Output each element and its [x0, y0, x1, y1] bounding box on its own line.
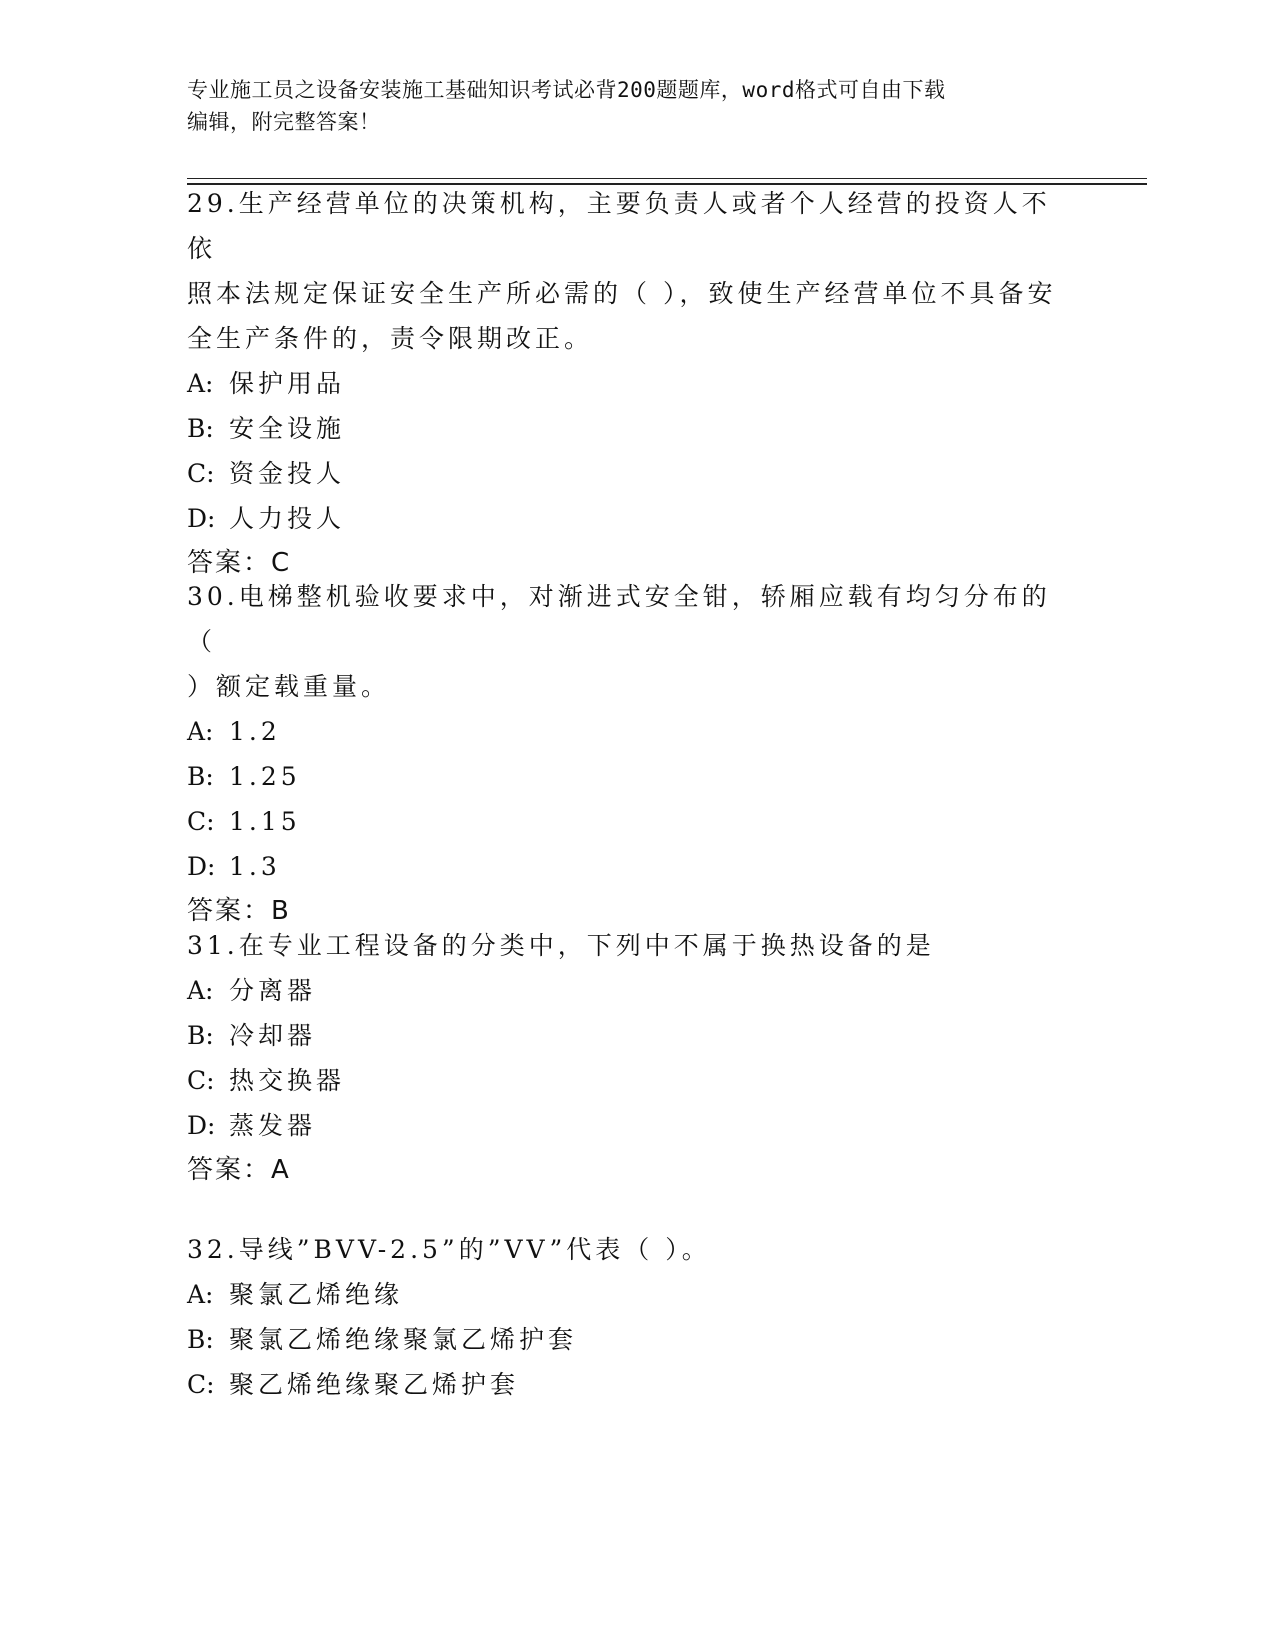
- question-30: [187, 574, 1067, 934]
- option-text: 1.25: [229, 762, 301, 791]
- question-29: [187, 181, 1067, 586]
- option-d: [187, 1103, 1067, 1148]
- option-key: B:: [187, 1021, 214, 1050]
- option-a: [187, 1272, 1067, 1317]
- option-c: [187, 1362, 1067, 1407]
- option-b: [187, 406, 1067, 451]
- question-32: [187, 1227, 1067, 1407]
- option-key: C:: [187, 1066, 215, 1095]
- header-divider-thin: [187, 178, 1147, 179]
- question-stem-line: 32.导线”BVV-2.5”的”VV”代表（ ）。: [187, 1235, 711, 1264]
- option-b: [187, 1317, 1067, 1362]
- answer-line: 答案：B: [187, 896, 291, 926]
- option-text: 蒸发器: [229, 1111, 317, 1140]
- document-header: [187, 74, 1067, 138]
- option-key: D:: [187, 504, 216, 533]
- option-text: 热交换器: [229, 1066, 346, 1095]
- option-key: A:: [187, 717, 214, 746]
- option-c: [187, 1058, 1067, 1103]
- option-text: 冷却器: [229, 1021, 317, 1050]
- option-key: C:: [187, 807, 215, 836]
- header-title-line-1: 专业施工员之设备安装施工基础知识考试必背200题题库，word格式可自由下载: [187, 78, 946, 102]
- option-key: D:: [187, 1111, 216, 1140]
- option-text: 保护用品: [229, 369, 346, 398]
- question-stem-line: 全生产条件的，责令限期改正。: [187, 324, 594, 353]
- question-stem-line: 照本法规定保证安全生产所必需的（ ），致使生产经营单位不具备安: [187, 279, 1057, 308]
- option-key: A:: [187, 976, 214, 1005]
- option-text: 资金投人: [229, 459, 346, 488]
- option-key: C:: [187, 1370, 215, 1399]
- question-stem-line: 31.在专业工程设备的分类中，下列中不属于换热设备的是: [187, 931, 935, 960]
- option-key: B:: [187, 1325, 214, 1354]
- option-c: [187, 799, 1067, 844]
- option-d: [187, 496, 1067, 541]
- option-b: [187, 1013, 1067, 1058]
- option-key: A:: [187, 369, 214, 398]
- option-text: 分离器: [229, 976, 317, 1005]
- option-text: 聚氯乙烯绝缘聚氯乙烯护套: [229, 1325, 578, 1354]
- option-text: 1.2: [229, 717, 281, 746]
- option-key: C:: [187, 459, 215, 488]
- question-stem-line: ）额定载重量。: [187, 672, 391, 701]
- option-text: 1.15: [229, 807, 301, 836]
- option-text: 聚乙烯绝缘聚乙烯护套: [229, 1370, 520, 1399]
- question-stem-line: 30.电梯整机验收要求中，对渐进式安全钳，轿厢应载有均匀分布的（: [187, 582, 1051, 656]
- option-text: 聚氯乙烯绝缘: [229, 1280, 404, 1309]
- option-key: A:: [187, 1280, 214, 1309]
- option-key: D:: [187, 852, 216, 881]
- question-stem-line: 29.生产经营单位的决策机构，主要负责人或者个人经营的投资人不依: [187, 189, 1051, 263]
- answer-line: 答案：A: [187, 1155, 291, 1185]
- option-b: [187, 754, 1067, 799]
- option-text: 1.3: [229, 852, 281, 881]
- option-a: [187, 709, 1067, 754]
- option-key: B:: [187, 762, 214, 791]
- option-text: 安全设施: [229, 414, 346, 443]
- option-c: [187, 451, 1067, 496]
- option-text: 人力投人: [229, 504, 346, 533]
- header-title-line-2: 编辑，附完整答案！: [187, 110, 381, 134]
- option-a: [187, 968, 1067, 1013]
- option-key: B:: [187, 414, 214, 443]
- option-d: [187, 844, 1067, 889]
- answer-line: 答案：C: [187, 548, 292, 578]
- option-a: [187, 361, 1067, 406]
- question-31: [187, 923, 1067, 1193]
